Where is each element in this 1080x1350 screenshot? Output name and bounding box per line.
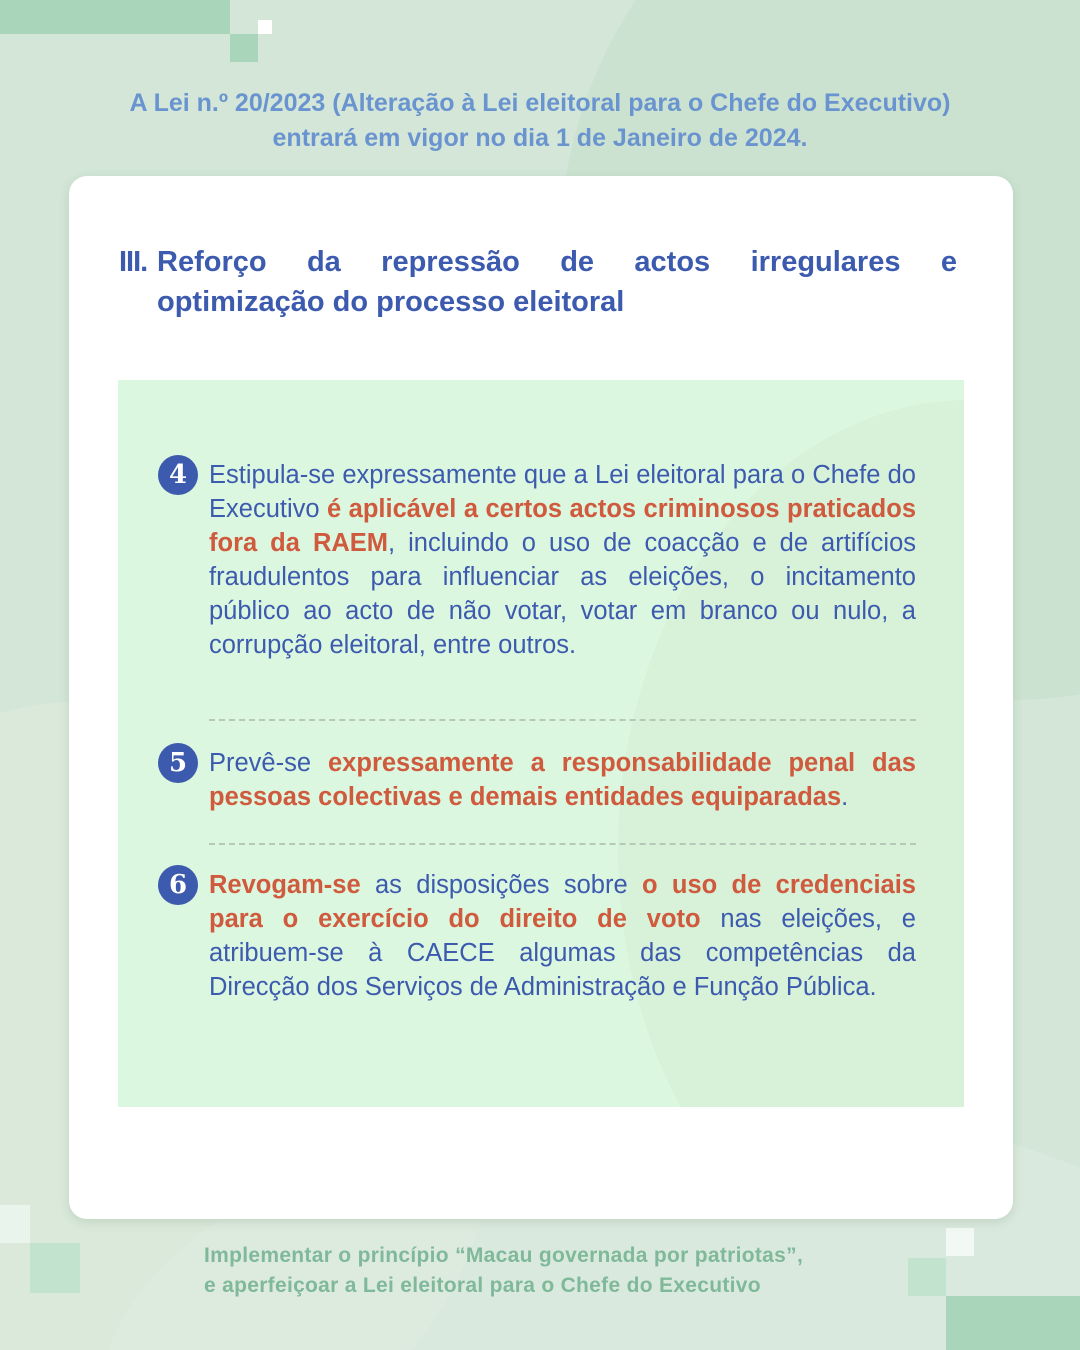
header-line-1: A Lei n.º 20/2023 (Alteração à Lei eleitoral para o Chefe do Executivo)	[129, 89, 951, 117]
decorative-square	[946, 1296, 1080, 1350]
decorative-square	[0, 0, 230, 34]
decorative-square	[946, 1228, 974, 1256]
section-title-word: de	[560, 246, 595, 278]
section-title-word: e	[940, 246, 957, 278]
section-title-text	[157, 242, 957, 322]
item-text	[209, 868, 916, 1004]
section-numeral: III.	[119, 246, 148, 278]
section-title-word: da	[306, 246, 341, 278]
section-title-word: actos	[634, 246, 711, 278]
item-text	[209, 746, 916, 814]
list-item-4	[158, 458, 916, 662]
content-panel	[118, 380, 964, 1107]
item-number-badge: 5	[158, 743, 198, 783]
content-card	[69, 176, 1013, 1219]
body-text: Estipula-se expressamente que a Lei eleitoral para o Chefe do Executivo	[209, 461, 916, 523]
highlighted-text: o uso de credenciais para o exercício do direito de voto	[209, 871, 916, 933]
header-announcement	[60, 86, 1020, 156]
dashed-divider	[209, 719, 916, 721]
decorative-square	[258, 20, 272, 34]
body-text: .	[841, 783, 849, 811]
list-item-5	[158, 746, 916, 814]
body-text: Prevê-se	[209, 749, 328, 777]
decorative-square	[30, 1243, 80, 1293]
footer-slogan	[204, 1241, 924, 1301]
decorative-square	[230, 34, 258, 62]
body-text: nas eleições, e atribuem-se à CAECE algumas das competências da Direcção dos Serviços de Administração e Função Pública.	[209, 905, 916, 1001]
section-title-word: repressão	[381, 246, 520, 278]
section-title-word: irregulares	[750, 246, 901, 278]
section-title	[119, 242, 957, 322]
body-text: , incluindo o uso de coacção e de artifícios fraudulentos para influenciar as eleições, o incitamento público ao acto de não votar, votar em branco ou nulo, a corrupção eleitoral, entre outros.	[209, 529, 916, 659]
body-text: as disposições sobre	[360, 871, 642, 899]
footer-line-2: e aperfeiçoar a Lei eleitoral para o Chefe do Executivo	[204, 1274, 761, 1297]
header-line-2: entrará em vigor no dia 1 de Janeiro de 2024.	[272, 124, 808, 152]
list-item-6	[158, 868, 916, 1004]
section-title-word: Reforço	[157, 246, 267, 278]
item-text	[209, 458, 916, 662]
decorative-square	[0, 1205, 30, 1243]
footer-line-1: Implementar o princípio “Macau governada por patriotas”,	[204, 1244, 804, 1267]
dashed-divider	[209, 843, 916, 845]
item-number-badge: 4	[158, 455, 198, 495]
highlighted-text: Revogam-se	[209, 871, 361, 899]
highlighted-text: é aplicável a certos actos criminosos praticados fora da RAEM	[209, 495, 917, 557]
item-number-badge: 6	[158, 865, 198, 905]
section-title-line-2: optimização do processo eleitoral	[157, 286, 625, 318]
highlighted-text: expressamente a responsabilidade penal das pessoas colectivas e demais entidades equiparadas	[209, 749, 916, 811]
section-title-line-1	[157, 242, 957, 282]
